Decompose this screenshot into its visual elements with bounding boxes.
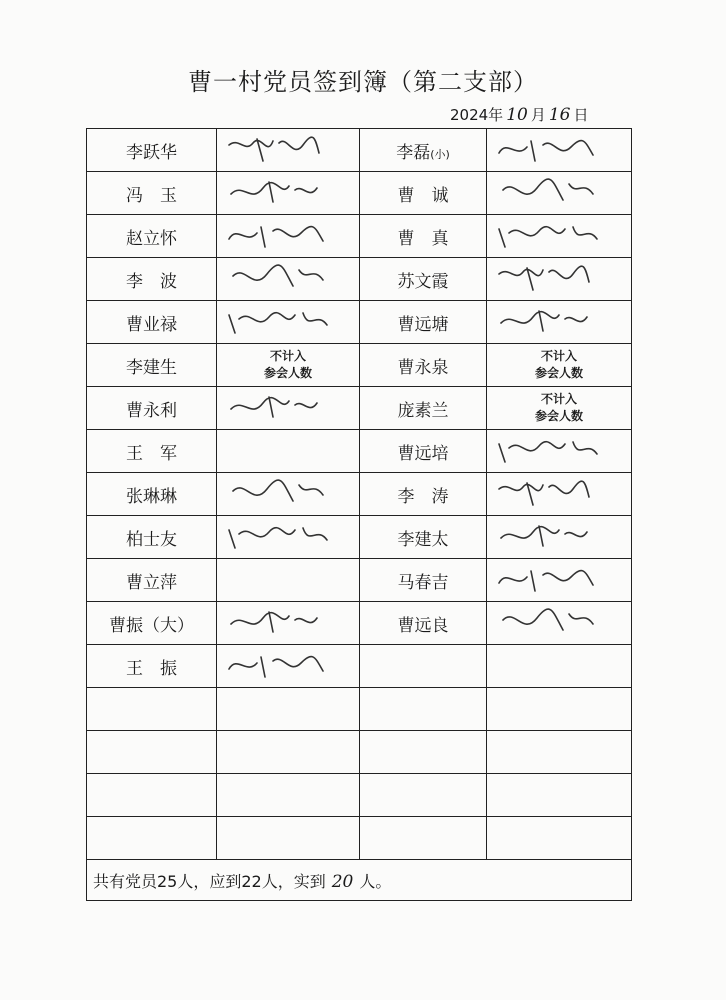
table-row: [87, 602, 632, 645]
empty-cell: [360, 817, 487, 860]
empty-table-row: [87, 817, 632, 860]
member-name: [360, 645, 487, 688]
member-name: 曹远培: [360, 430, 487, 473]
handwritten-signature: [217, 645, 360, 688]
handwritten-signature: [217, 172, 360, 215]
table-row: [87, 559, 632, 602]
note-line: 不计入: [540, 349, 577, 363]
date-month-handwritten: 10: [506, 105, 528, 125]
date-month-label: 月: [530, 106, 546, 124]
table-row: [87, 473, 632, 516]
member-name: 曹 真: [360, 215, 487, 258]
member-name: 张琳琳: [87, 473, 217, 516]
empty-table-row: [87, 688, 632, 731]
table-row: [87, 172, 632, 215]
empty-cell: [487, 731, 632, 774]
handwritten-signature: [487, 430, 632, 473]
empty-signature-cell: [217, 559, 360, 602]
note-line: 参会人数: [534, 366, 583, 380]
empty-cell: [87, 817, 217, 860]
table-row: [87, 301, 632, 344]
table-row: [87, 387, 632, 430]
handwritten-signature: [487, 473, 632, 516]
note-line: 不计入: [269, 349, 306, 363]
note-line: 不计入: [540, 392, 577, 406]
empty-signature-cell: [487, 645, 632, 688]
date-year: 2024年: [450, 106, 504, 124]
empty-cell: [487, 817, 632, 860]
table-row: [87, 430, 632, 473]
empty-cell: [87, 774, 217, 817]
empty-cell: [87, 688, 217, 731]
member-name: 柏士友: [87, 516, 217, 559]
handwritten-signature: [487, 129, 632, 172]
summary-text: 共有党员25人，应到22人，实到: [93, 871, 326, 891]
empty-cell: [217, 774, 360, 817]
handwritten-signature: [487, 516, 632, 559]
handwritten-signature: [487, 215, 632, 258]
handwritten-signature: [217, 387, 360, 430]
member-name: 李 涛: [360, 473, 487, 516]
exempt-note: [217, 344, 360, 387]
handwritten-signature: [487, 172, 632, 215]
member-name-text: 李磊: [396, 142, 431, 163]
member-name: [360, 129, 487, 172]
note-line: 参会人数: [263, 366, 312, 380]
sign-in-table: [86, 128, 632, 901]
date-day-label: 日: [573, 106, 589, 124]
empty-cell: [487, 774, 632, 817]
member-name: 冯 玉: [87, 172, 217, 215]
summary-suffix: 人。: [359, 871, 392, 891]
member-name: 曹立萍: [87, 559, 217, 602]
member-name: 李建太: [360, 516, 487, 559]
table-row: [87, 129, 632, 172]
member-name: 王 振: [87, 645, 217, 688]
member-name: 李跃华: [87, 129, 217, 172]
handwritten-signature: [217, 258, 360, 301]
handwritten-signature: [217, 473, 360, 516]
empty-cell: [217, 817, 360, 860]
member-name: 苏文霞: [360, 258, 487, 301]
table-row: [87, 645, 632, 688]
handwritten-signature: [217, 301, 360, 344]
empty-table-row: [87, 731, 632, 774]
handwritten-signature: [487, 559, 632, 602]
empty-cell: [217, 688, 360, 731]
member-name: 赵立怀: [87, 215, 217, 258]
table-row: [87, 344, 632, 387]
empty-table-row: [87, 774, 632, 817]
handwritten-signature: [217, 129, 360, 172]
member-name: 曹远塘: [360, 301, 487, 344]
table-row: [87, 516, 632, 559]
handwritten-signature: [487, 602, 632, 645]
empty-cell: [87, 731, 217, 774]
member-name: 马春吉: [360, 559, 487, 602]
member-name: 曹永泉: [360, 344, 487, 387]
empty-cell: [360, 731, 487, 774]
exempt-note: [487, 344, 632, 387]
member-name: 李建生: [87, 344, 217, 387]
handwritten-signature: [217, 602, 360, 645]
handwritten-signature: [487, 301, 632, 344]
member-name: 李 波: [87, 258, 217, 301]
actual-attendance-handwritten: 20: [331, 871, 354, 892]
page-title: 曹一村党员签到簿（第二支部）: [188, 68, 538, 96]
member-name: 曹业禄: [87, 301, 217, 344]
member-name: 曹永利: [87, 387, 217, 430]
handwritten-signature: [487, 258, 632, 301]
empty-signature-cell: [217, 430, 360, 473]
handwritten-signature: [217, 215, 360, 258]
attendance-summary: [87, 860, 632, 901]
member-name-qualifier: (小): [430, 147, 450, 161]
member-name: 庞素兰: [360, 387, 487, 430]
exempt-note: [487, 387, 632, 430]
handwritten-signature: [217, 516, 360, 559]
member-name: 曹远良: [360, 602, 487, 645]
empty-cell: [487, 688, 632, 731]
member-name: 王 军: [87, 430, 217, 473]
table-row: [87, 258, 632, 301]
member-name: 曹振（大）: [87, 602, 217, 645]
empty-cell: [217, 731, 360, 774]
table-row: [87, 215, 632, 258]
empty-cell: [360, 688, 487, 731]
member-name: 曹 诚: [360, 172, 487, 215]
note-line: 参会人数: [534, 409, 583, 423]
sign-in-date: [450, 104, 589, 125]
empty-cell: [360, 774, 487, 817]
date-day-handwritten: 16: [548, 105, 571, 125]
